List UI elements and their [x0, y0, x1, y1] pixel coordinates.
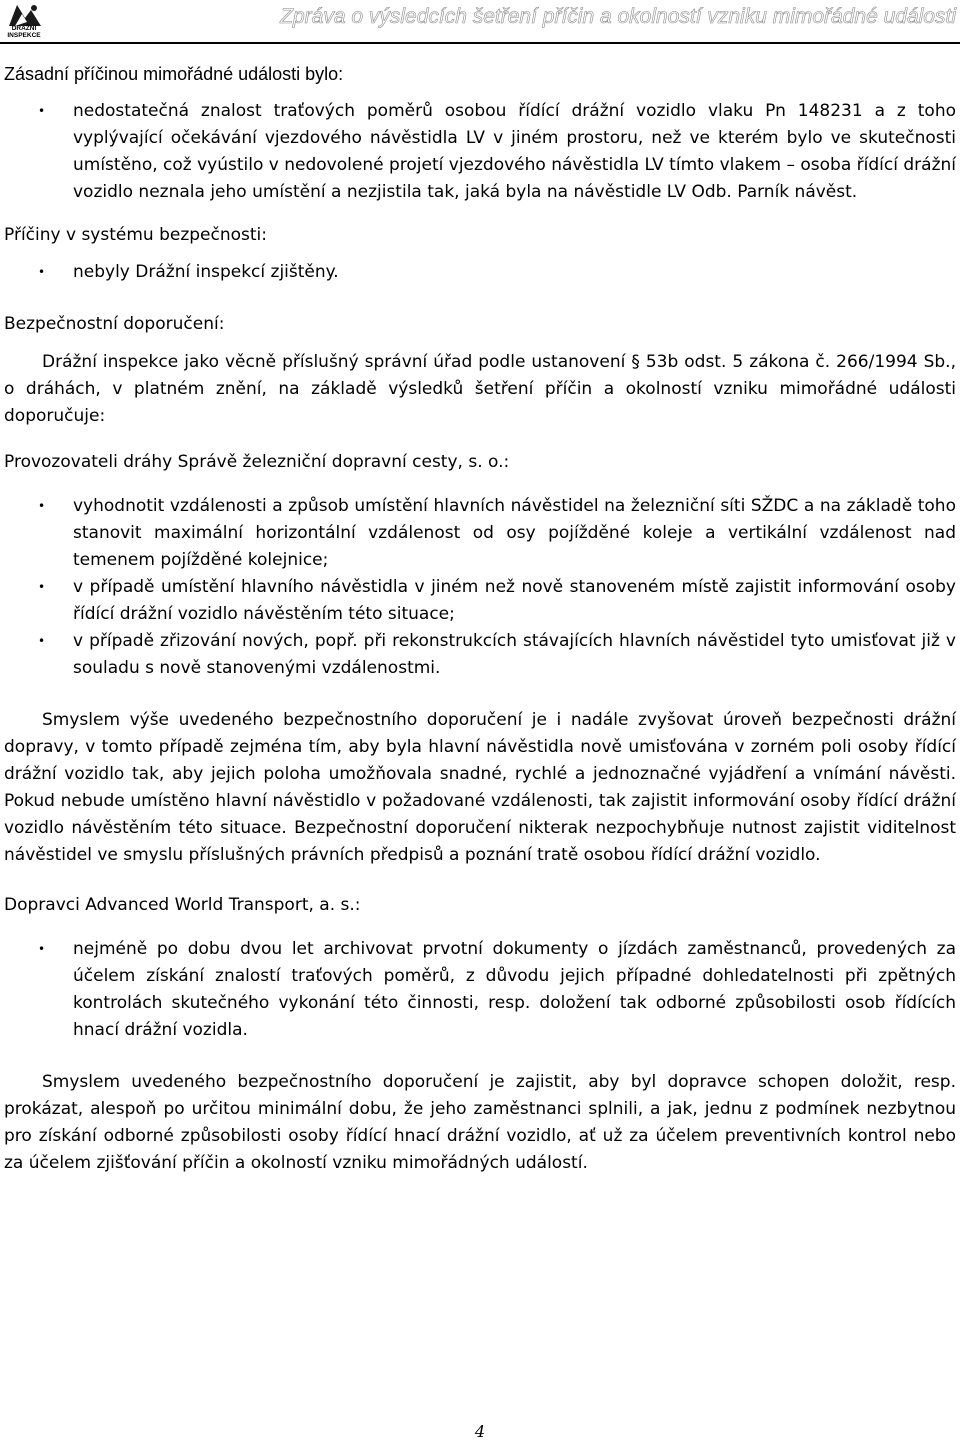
bullet-dot-icon: •: [38, 942, 46, 956]
operator-item-text: v případě zřizování nových, popř. při rekonstrukcích stávajících hlavních návěstidel tyto umisťovat již v souladu s nově stanovenými vzdálenostmi.: [73, 631, 956, 678]
list-item: [4, 574, 956, 628]
recommendations-heading: Bezpečnostní doporučení:: [4, 314, 225, 334]
system-causes-list: [4, 259, 956, 286]
cause-heading: Zásadní příčinou mimořádné události bylo:: [4, 64, 344, 84]
operator-item-text: vyhodnotit vzdálenosti a způsob umístění hlavních návěstidel na železniční síti SŽDC a na základě toho stanovit maximální horizontální vzdálenost od osy pojížděné koleje a vertikální vzdálenost nad temenem pojížděné kolejnice;: [73, 496, 956, 570]
carrier-recommendations-list: [4, 936, 956, 1044]
list-item: [4, 259, 956, 286]
list-item: [4, 493, 956, 574]
operator-recommendations-list: [4, 493, 956, 682]
bullet-dot-icon: •: [38, 634, 46, 648]
bullet-dot-icon: •: [38, 265, 46, 279]
carrier-heading: Dopravci Advanced World Transport, a. s.:: [4, 895, 361, 915]
operator-rationale: Smyslem výše uvedeného bezpečnostního doporučení je i nadále zvyšovat úroveň bezpečnosti drážní dopravy, v tomto případě zejména tím, aby byla hlavní návěstidla nově umisťována v zorném poli osoby řídící drážní vozidlo tak, aby jejich poloha umožňovala snadné, rychlé a jednoznačné vyjádření a vnímání návěsti. Pokud nebude umístěno hlavní návěstidlo v požadované vzdálenosti, tak zajistit informování osoby řídící drážní vozidlo návěstěním této situace. Bezpečnostní doporučení nikterak nezpochybňuje nutnost zajistit viditelnost návěstidel ve smyslu příslušných právních předpisů a poznání tratě osobou řídící drážní vozidlo.: [4, 710, 956, 865]
list-item: [4, 936, 956, 1044]
system-causes-heading: Příčiny v systému bezpečnosti:: [4, 225, 267, 245]
operator-heading: Provozovateli dráhy Správě železniční dopravní cesty, s. o.:: [4, 452, 510, 472]
page-number: 4: [474, 1422, 486, 1441]
logo-caption-line2: INSPEKCE: [7, 32, 41, 39]
page-header: [0, 0, 960, 48]
carrier-rationale: Smyslem uvedeného bezpečnostního doporučení je zajistit, aby byl dopravce schopen doložit, resp. prokázat, alespoň po určitou minimální dobu, že jeho zaměstnanci splnili, a jak, jednu z podmínek nezbytnou pro získání odborné způsobilosti osoby řídící hnací drážní vozidlo, ať už za účelem preventivních kontrol nebo za účelem zjišťování příčin a okolností vzniku mimořádných událostí.: [4, 1072, 956, 1173]
operator-item-text: v případě umístění hlavního návěstidla v jiném než nově stanoveném místě zajistit informování osoby řídící drážní vozidlo návěstěním této situace;: [73, 577, 956, 624]
page-content: [4, 60, 956, 1177]
logo-caption-line1: DRÁŽNÍ: [11, 25, 37, 32]
list-item: [4, 628, 956, 682]
logo-caption: [3, 25, 45, 39]
bullet-dot-icon: •: [38, 104, 46, 118]
report-title: Zpráva o výsledcích šetření příčin a okolností vzniku mimořádné události: [280, 5, 956, 28]
cause-list: [4, 98, 956, 206]
recommendations-intro: Drážní inspekce jako věcně příslušný správní úřad podle ustanovení § 53b odst. 5 zákona č. 266/1994 Sb., o dráhách, v platném znění, na základě výsledků šetření příčin a okolností vzniku mimořádné události doporučuje:: [4, 352, 956, 426]
list-item: [4, 98, 956, 206]
bullet-dot-icon: •: [38, 580, 46, 594]
cause-item-text: nedostatečná znalost traťových poměrů osobou řídící drážní vozidlo vlaku Pn 148231 a z toho vyplývající očekávání vjezdového návěstidla LV v jiném prostoru, než ve kterém bylo ve skutečnosti umístěno, což vyústilo v nedovolené projetí vjezdového návěstidla LV tímto vlakem – osoba řídící drážní vozidlo neznala jeho umístění a nezjistila tak, jaká byla na návěstidle LV Odb. Parník návěst.: [73, 101, 956, 202]
bullet-dot-icon: •: [38, 499, 46, 513]
carrier-item-text: nejméně po dobu dvou let archivovat prvotní dokumenty o jízdách zaměstnanců, provedených za účelem získání znalostí traťových poměrů, z důvodu jejich případné dohledatelnosti při zpětných kontrolách skutečného vykonání této činnosti, resp. doložení tak odborné způsobilosti osob řídících hnací drážní vozidla.: [73, 939, 956, 1040]
system-cause-item-text: nebyly Drážní inspekcí zjištěny.: [73, 262, 339, 282]
header-divider: [0, 42, 960, 44]
drazni-inspekce-logo: [3, 2, 45, 40]
